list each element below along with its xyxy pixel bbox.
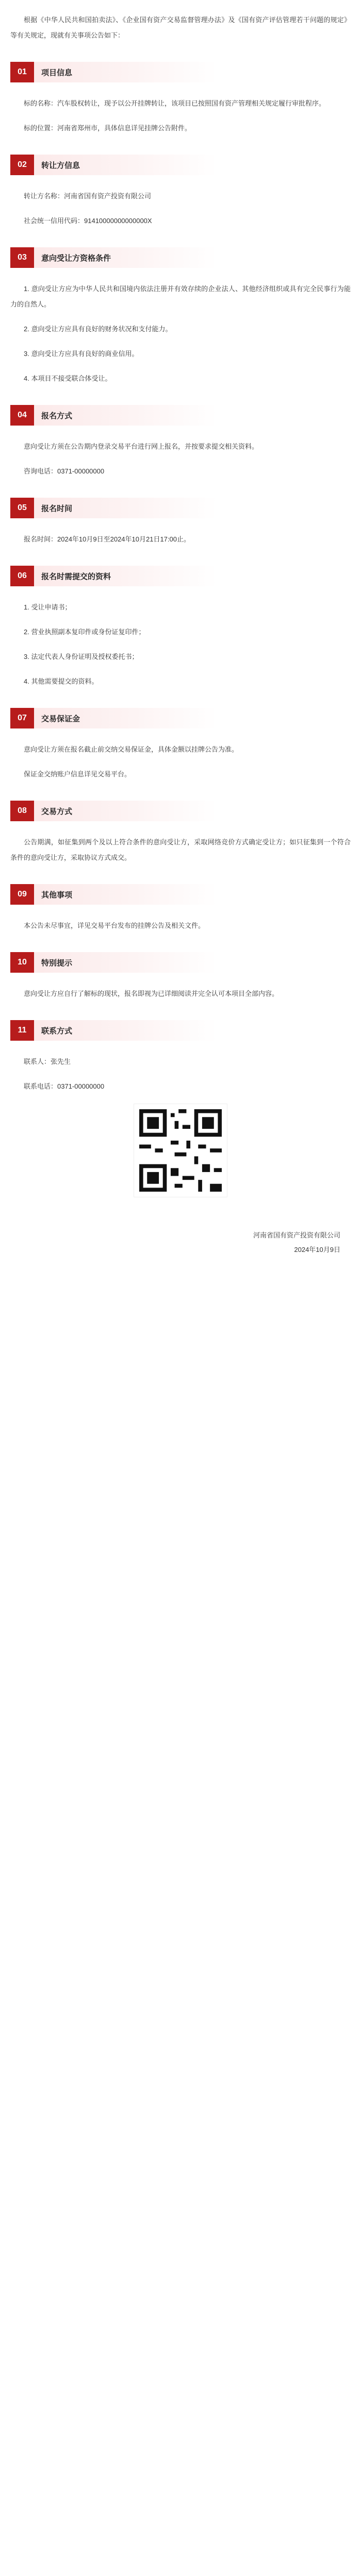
section-number: 03: [10, 247, 34, 268]
section-header: [10, 952, 217, 973]
section-header: [10, 884, 217, 905]
section-paragraph: 4. 其他需要提交的资料。: [24, 677, 99, 685]
section-paragraph: 2. 意向受让方应具有良好的财务状况和支付能力。: [24, 325, 172, 333]
section-title: 转让方信息: [41, 161, 80, 170]
intro-paragraph: 根据《中华人民共和国拍卖法》、《企业国有资产交易监督管理办法》及《国有资产评估管理若干问题的规定》等有关规定，现就有关事项公告如下：: [10, 16, 351, 39]
section-paragraph: 联系人：张先生: [24, 1058, 71, 1065]
section-08: [10, 801, 351, 866]
section-paragraph: 3. 意向受让方应具有良好的商业信用。: [24, 350, 139, 358]
section-title: 交易保证金: [41, 714, 80, 723]
section-header: [10, 62, 217, 82]
footer: [10, 1228, 351, 1257]
section-paragraph: 3. 法定代表人身份证明及授权委托书；: [24, 653, 139, 660]
section-number: 02: [10, 155, 34, 175]
section-paragraph: 1. 受让申请书；: [24, 603, 72, 611]
section-header: [10, 801, 217, 821]
footer-org: 河南省国有资产投资有限公司: [253, 1231, 340, 1239]
section-paragraph: 标的位置：河南省郑州市，具体信息详见挂牌公告附件。: [24, 124, 192, 132]
section-07: [10, 708, 351, 782]
section-06: [10, 566, 351, 689]
section-paragraph: 报名时间：2024年10月9日至2024年10月21日17:00止。: [24, 535, 190, 543]
qr-code-icon: [139, 1109, 222, 1192]
section-paragraph: 社会统一信用代码：91410000000000000X: [24, 217, 152, 225]
section-number: 06: [10, 566, 34, 586]
section-paragraph: 转让方名称：河南省国有资产投资有限公司: [24, 192, 152, 200]
section-title: 特别提示: [41, 958, 73, 968]
qr-code: [134, 1104, 227, 1197]
section-number: 07: [10, 708, 34, 728]
section-title: 交易方式: [41, 807, 73, 816]
section-paragraph: 咨询电话：0371-00000000: [24, 467, 105, 475]
section-paragraph: 意向受让方须在报名截止前交纳交易保证金，具体金额以挂牌公告为准。: [24, 745, 239, 753]
section-09: [10, 884, 351, 934]
section-number: 05: [10, 498, 34, 518]
section-number: 11: [10, 1020, 34, 1041]
section-header: [10, 155, 217, 175]
section-header: [10, 708, 217, 728]
section-paragraph: 本公告未尽事宜，详见交易平台发布的挂牌公告及相关文件。: [24, 922, 205, 929]
section-paragraph: 联系电话：0371-00000000: [24, 1082, 105, 1090]
section-paragraph: 保证金交纳账户信息详见交易平台。: [24, 770, 132, 778]
section-number: 09: [10, 884, 34, 905]
section-paragraph: 意向受让方须在公告期内登录交易平台进行网上报名，并按要求提交相关资料。: [24, 443, 259, 450]
section-title: 报名时需提交的资料: [41, 572, 111, 581]
section-paragraph: 4. 本项目不接受联合体受让。: [24, 375, 112, 382]
sections-container: [10, 62, 351, 1094]
section-header: [10, 405, 217, 426]
section-header: [10, 247, 217, 268]
section-03: [10, 247, 351, 386]
section-number: 04: [10, 405, 34, 426]
section-title: 其他事项: [41, 890, 73, 900]
section-01: [10, 62, 351, 136]
section-05: [10, 498, 351, 547]
section-number: 08: [10, 801, 34, 821]
section-paragraph: 公告期满，如征集到两个及以上符合条件的意向受让方，采取网络竞价方式确定受让方；如只征集到一个符合条件的意向受让方，采取协议方式成交。: [10, 838, 351, 861]
section-paragraph: 2. 营业执照副本复印件或身份证复印件；: [24, 628, 145, 636]
section-title: 联系方式: [41, 1026, 73, 1036]
section-title: 项目信息: [41, 68, 73, 77]
section-header: [10, 566, 217, 586]
section-02: [10, 155, 351, 229]
section-header: [10, 498, 217, 518]
section-paragraph: 标的名称：汽车股权转让，现予以公开挂牌转让，该项目已按照国有资产管理相关规定履行审批程序。: [24, 99, 326, 107]
section-title: 意向受让方资格条件: [41, 253, 111, 263]
section-04: [10, 405, 351, 479]
section-number: 01: [10, 62, 34, 82]
section-number: 10: [10, 952, 34, 973]
section-paragraph: 1. 意向受让方应为中华人民共和国境内依法注册并有效存续的企业法人、其他经济组织或具有完全民事行为能力的自然人。: [10, 285, 351, 308]
section-11: [10, 1020, 351, 1094]
section-title: 报名方式: [41, 411, 73, 420]
section-paragraph: 意向受让方应自行了解标的现状，报名即视为已详细阅读并完全认可本项目全部内容。: [24, 990, 279, 997]
section-header: [10, 1020, 217, 1041]
section-title: 报名时间: [41, 504, 73, 513]
footer-date: 2024年10月9日: [294, 1246, 340, 1253]
section-10: [10, 952, 351, 1002]
